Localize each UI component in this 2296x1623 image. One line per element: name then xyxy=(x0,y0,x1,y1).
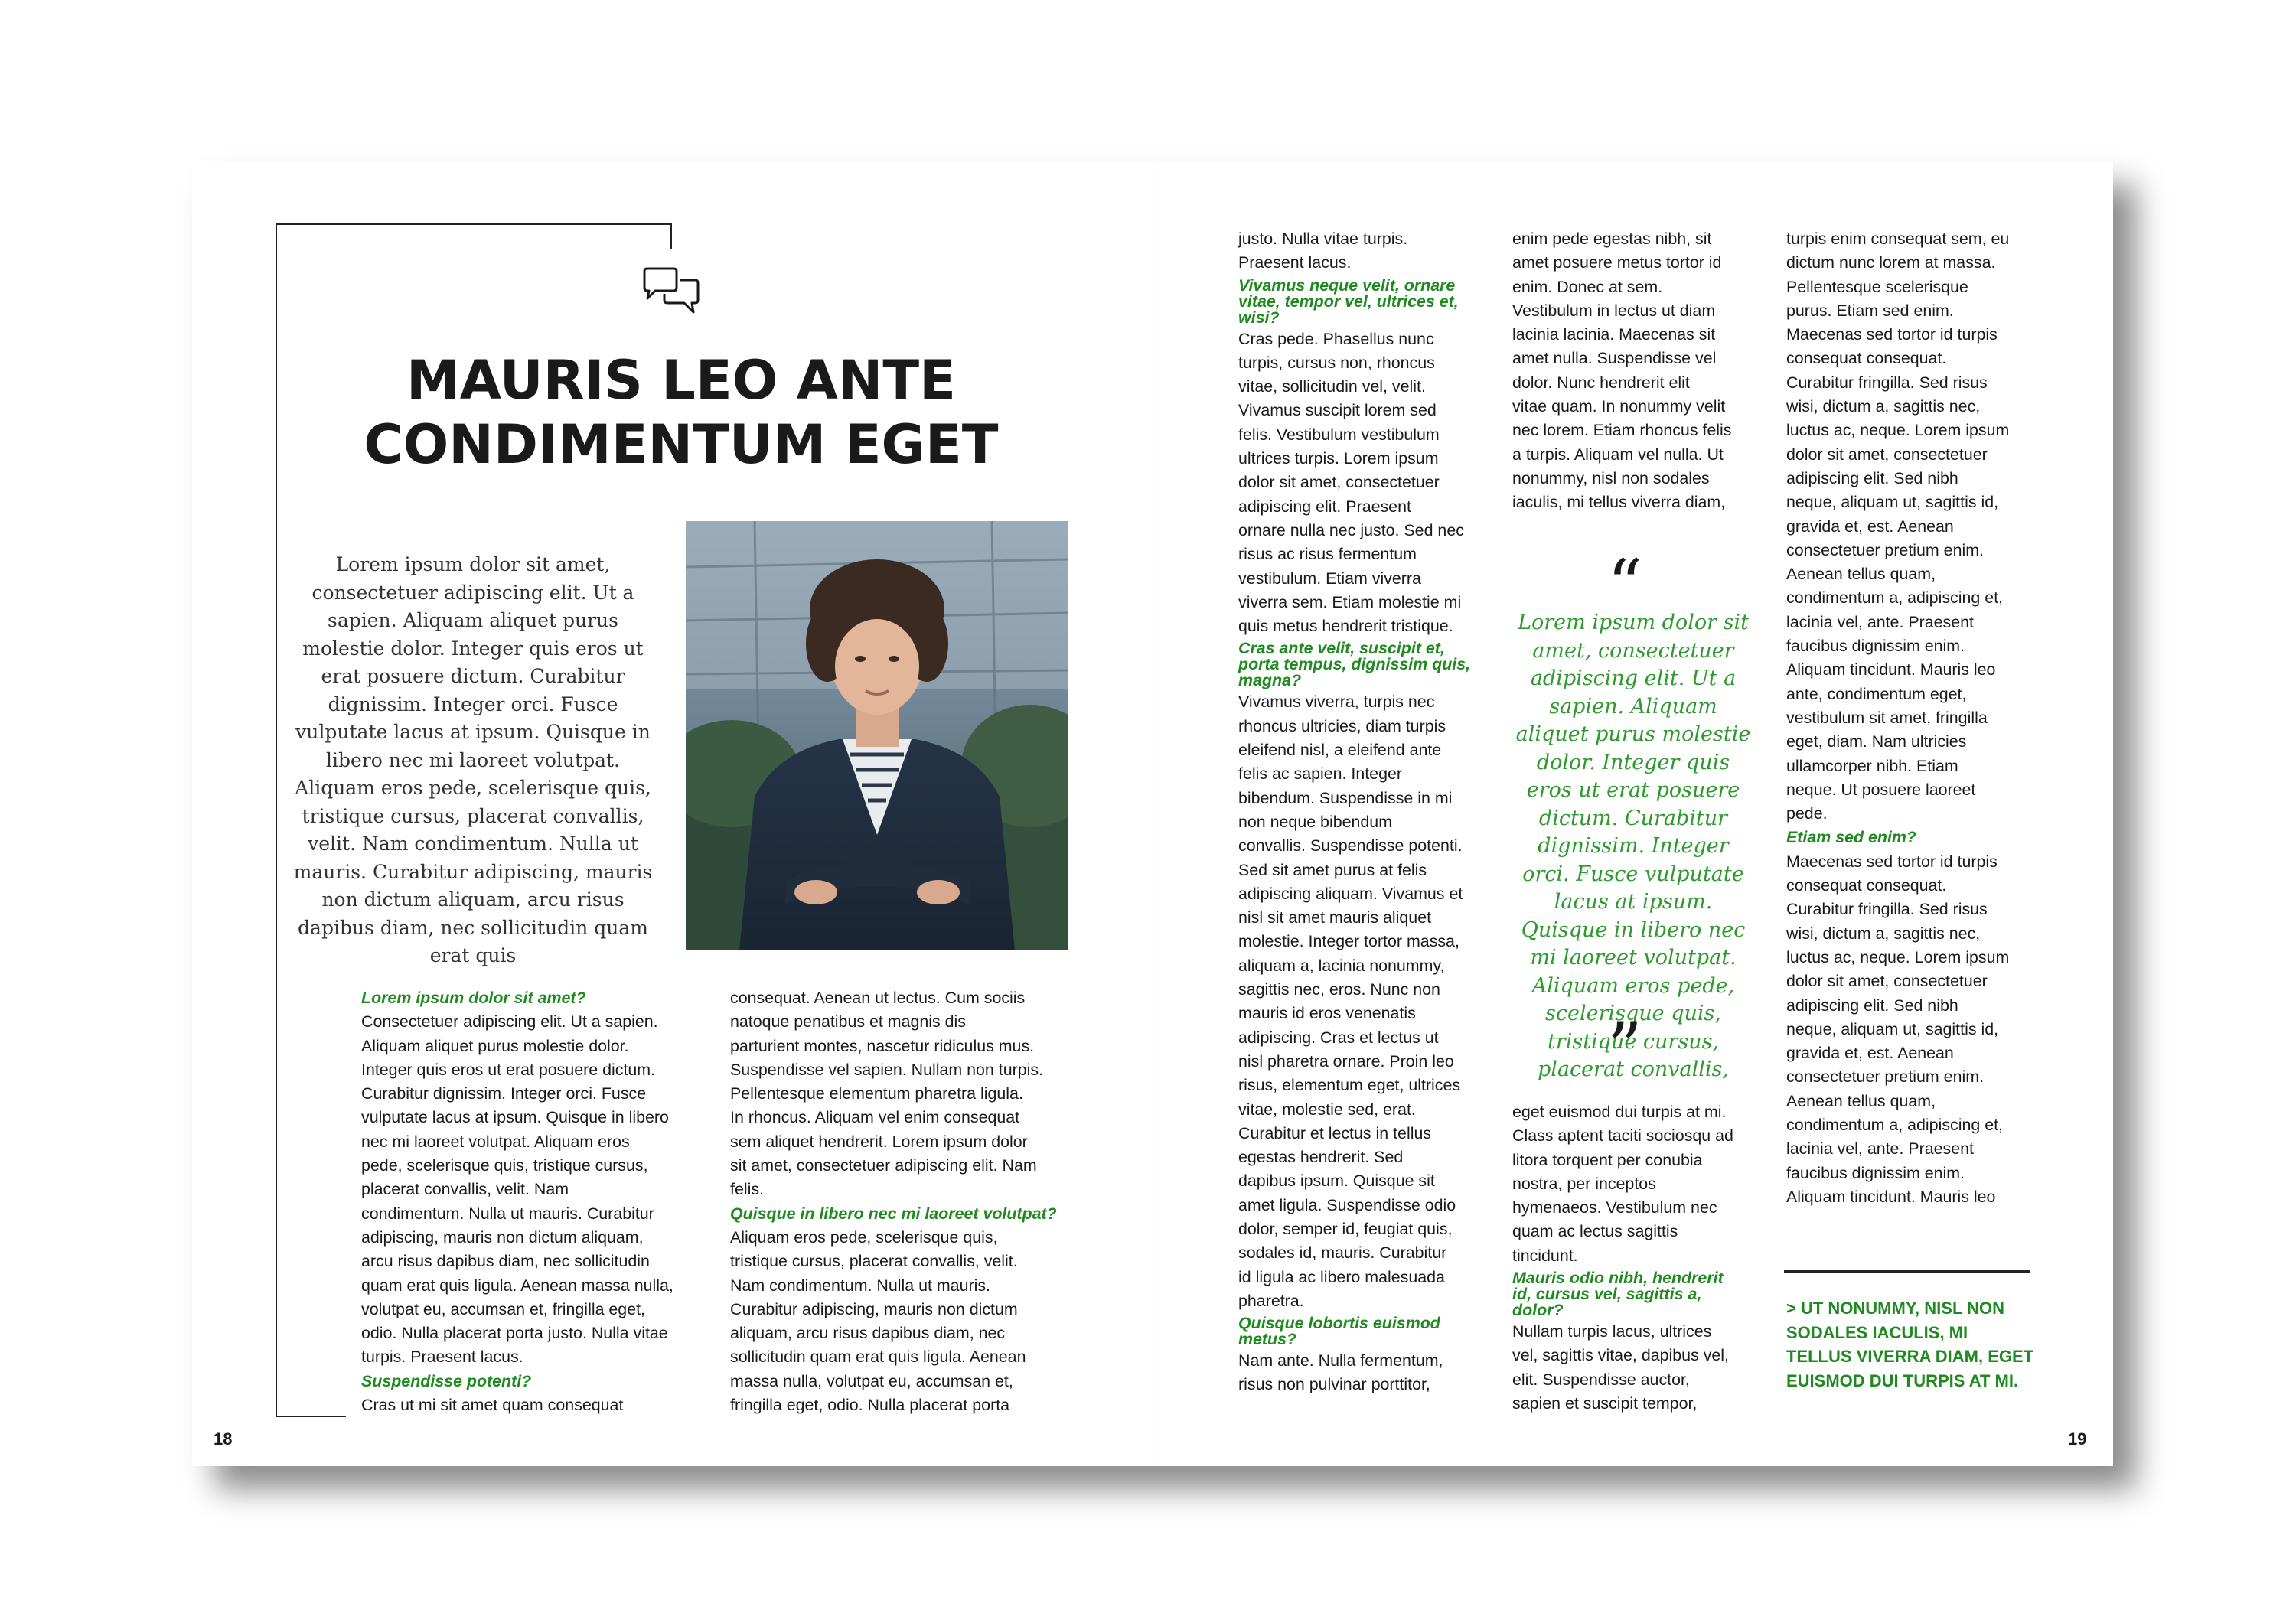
headline-line-2: CONDIMENTUM EGET xyxy=(364,413,999,476)
body-text: Nam ante. Nulla fermentum, risus non pulvinar porttitor, xyxy=(1238,1351,1443,1394)
frame-line-right xyxy=(670,223,672,249)
subheading: Lorem ipsum dolor sit amet? xyxy=(361,989,586,1007)
article-column-2 xyxy=(730,986,1082,1417)
body-text: Cras pede. Phasellus nunc turpis, cursus non, rhoncus vitae, sollicitudin vel, velit. Vivamus suscipit lorem sed felis. Vestibulum vestibulum ultrices turpis. Lorem ipsum dolor sit amet, consectetuer adipiscing elit. Praesent ornare nulla nec justo. Sed nec risus ac risus fermentum vestibulum. Etiam viverra viverra sem. Etiam molestie mi quis metus hendrerit tristique. xyxy=(1238,329,1464,636)
subheading: Vivamus neque velit, ornare vitae, tempor vel, ultrices et, wisi? xyxy=(1238,275,1459,327)
pull-quote: Lorem ipsum dolor sit amet, consectetuer adipiscing elit. Ut a sapien. Aliquam aliquet purus molestie dolor. Integer quis eros ut erat posuere dictum. Curabitur dignissim. Integer orci. Fusce vulputate lacus at ipsum. Quisque in libero nec mi laoreet volutpat. Aliquam eros pede, scelerisque quis, tristique cursus, placerat convallis, xyxy=(1515,611,1751,1081)
article-column-5 xyxy=(1786,227,2047,1209)
body-text: Consectetuer adipiscing elit. Ut a sapien. Aliquam aliquet purus molestie dolor. Integer quis eros ut erat posuere dictum. Curabitur dignissim. Integer orci. Fusce vulputate lacus at ipsum. Quisque in libero nec mi laoreet volutpat. Aliquam eros pede, scelerisque quis, tristique cursus, placerat convallis, velit. Nam condimentum. Nulla ut mauris. Curabitur adipiscing, mauris non dictum aliquam, arcu risus dapibus diam, nec sollicitudin quam erat quis ligula. Aenean massa nulla, volutpat eu, accumsan et, fringilla eget, odio. Nulla placerat porta justo. Nulla vitae turpis. Praesent lacus. xyxy=(361,1012,673,1367)
article-column-3 xyxy=(1238,227,1499,1397)
intro-paragraph: Lorem ipsum dolor sit amet, consectetuer adipiscing elit. Ut a sapien. Aliquam aliquet purus molestie dolor. Integer quis eros ut erat posuere dictum. Curabitur dignissim. Integer orci. Fusce vulputate lacus at ipsum. Quisque in libero nec mi laoreet volutpat. Aliquam eros pede, scelerisque quis, tristique cursus, placerat convallis, velit. Nam condimentum. Nulla ut mauris. Curabitur adipiscing, mauris non dictum aliquam, arcu risus dapibus diam, nec sollicitudin quam erat quis xyxy=(293,553,653,966)
subheading: Cras ante velit, suscipit et, porta tempus, dignissim quis, magna? xyxy=(1238,639,1471,690)
headline-line-1: MAURIS LEO ANTE xyxy=(406,349,956,412)
page-number-right: 19 xyxy=(2068,1429,2087,1449)
article-column-1 xyxy=(361,986,721,1417)
callout-text: > UT NONUMMY, NISL NON SODALES IACULIS, MI TELLUS VIVERRA DIAM, EGET EUISMOD DUI TURPIS AT MI. xyxy=(1786,1299,2034,1390)
body-text: Maecenas sed tortor id turpis consequat consequat. Curabitur fringilla. Sed risus wisi, dictum a, sagittis nec, luctus ac, neque. Lorem ipsum dolor sit amet, consectetuer adipiscing elit. Sed nibh neque, aliquam ut, sagittis id, gravida et, est. Aenean consectetuer pretium enim. Aenean tellus quam, condimentum a, adipiscing et, lacinia vel, ante. Praesent faucibus dignissim enim. Aliquam tincidunt. Mauris leo xyxy=(1786,852,2010,1206)
article-column-4-bottom xyxy=(1512,1100,1765,1416)
body-text: justo. Nulla vitae turpis. Praesent lacus. xyxy=(1238,230,1408,272)
body-text: consequat. Aenean ut lectus. Cum sociis natoque penatibus et magnis dis parturient montes, nascetur ridiculus mus. Suspendisse vel sapien. Nullam non turpis. Pellentesque elementum pharetra ligula. In rhoncus. Aliquam vel enim consequat sem aliquet hendrerit. Lorem ipsum dolor sit amet, consectetuer adipiscing elit. Nam felis. xyxy=(730,989,1044,1199)
body-text: Nullam turpis lacus, ultrices vel, sagittis vitae, dapibus vel, elit. Suspendisse auctor, sapien et suscipit tempor, xyxy=(1512,1322,1729,1413)
body-text: Cras ut mi sit amet quam consequat xyxy=(361,1396,624,1415)
frame-line-top xyxy=(276,223,672,225)
portrait-photo xyxy=(686,521,1068,950)
subheading: Suspendisse potenti? xyxy=(361,1371,532,1390)
body-text: Vivamus viverra, turpis nec rhoncus ultricies, diam turpis eleifend nisl, a eleifend ante felis ac sapien. Integer bibendum. Suspendisse in mi non neque bibendum convallis. Suspendisse potenti. Sed sit amet purus at felis adipiscing aliquam. Vivamus et nisl sit amet mauris aliquet molestie. Integer tortor massa, aliquam a, lacinia nonummy, sagittis nec, eros. Nunc non mauris id eros venenatis adipiscing. Cras et lectus ut nisl pharetra ornare. Proin leo risus, elementum eget, ultrices vitae, molestie sed, erat. Curabitur et lectus in tellus egestas hendrerit. Sed dapibus ipsum. Quisque sit amet ligula. Suspendisse odio dolor, semper id, feugiat quis, sodales id, mauris. Curabitur id ligula ac libero malesuada pharetra. xyxy=(1238,693,1463,1310)
frame-line-bottom xyxy=(276,1416,346,1417)
subheading: Mauris odio nibh, hendrerit id, cursus vel, sagittis a, dolor? xyxy=(1512,1269,1724,1320)
body-text: turpis enim consequat sem, eu dictum nunc lorem at massa. Pellentesque scelerisque purus. Etiam sed enim. Maecenas sed tortor id turpis consequat consequat. Curabitur fringilla. Sed risus wisi, dictum a, sagittis nec, luctus ac, neque. Lorem ipsum dolor sit amet, consectetuer adipiscing elit. Sed nibh neque, aliquam ut, sagittis id, gravida et, est. Aenean consectetuer pretium enim. Aenean tellus quam, condimentum a, adipiscing et, lacinia vel, ante. Praesent faucibus dignissim enim. Aliquam tincidunt. Mauris leo ante, condimentum eget, vestibulum sit amet, fringilla eget, diam. Nam ultricies ullamcorper nibh. Etiam neque. Ut posuere laoreet pede. xyxy=(1786,230,2010,823)
subheading: Quisque in libero nec mi laoreet volutpat? xyxy=(730,1204,1057,1223)
closing-quote-icon: ” xyxy=(1607,1008,1643,1088)
body-text: Aliquam eros pede, scelerisque quis, tristique cursus, placerat convallis, velit. Nam condimentum. Nulla ut mauris. Curabitur adipiscing, mauris non dictum aliquam, arcu risus dapibus diam, nec sollicitudin quam erat quis ligula. Aenean massa nulla, volutpat eu, accumsan et, fringilla eget, odio. Nulla placerat porta xyxy=(730,1227,1026,1415)
subheading: Etiam sed enim? xyxy=(1786,828,1916,847)
subheading: Quisque lobortis euismod metus? xyxy=(1238,1314,1440,1349)
opening-quote-icon: “ xyxy=(1607,545,1643,625)
page-headline xyxy=(291,348,1071,477)
body-text: eget euismod dui turpis at mi. Class aptent taciti sociosqu ad litora torquent per conubia nostra, per inceptos hymenaeos. Vestibulum nec quam ac lectus sagittis tincidunt. xyxy=(1512,1103,1733,1265)
article-column-4-top xyxy=(1512,227,1765,515)
page-number-left: 18 xyxy=(214,1429,233,1449)
frame-line-left xyxy=(276,223,277,1417)
speech-bubbles-icon xyxy=(641,266,703,318)
body-text: enim pede egestas nibh, sit amet posuere metus tortor id enim. Donec at sem. Vestibulum in lectus ut diam lacinia lacinia. Maecenas sit amet nulla. Suspendisse vel dolor. Nunc hendrerit elit vitae quam. In nonummy velit nec lorem. Etiam rhoncus felis a turpis. Aliquam vel nulla. Ut nonummy, nisl non sodales iaculis, mi tellus viverra diam, xyxy=(1512,230,1732,512)
callout-divider xyxy=(1784,1270,2030,1273)
